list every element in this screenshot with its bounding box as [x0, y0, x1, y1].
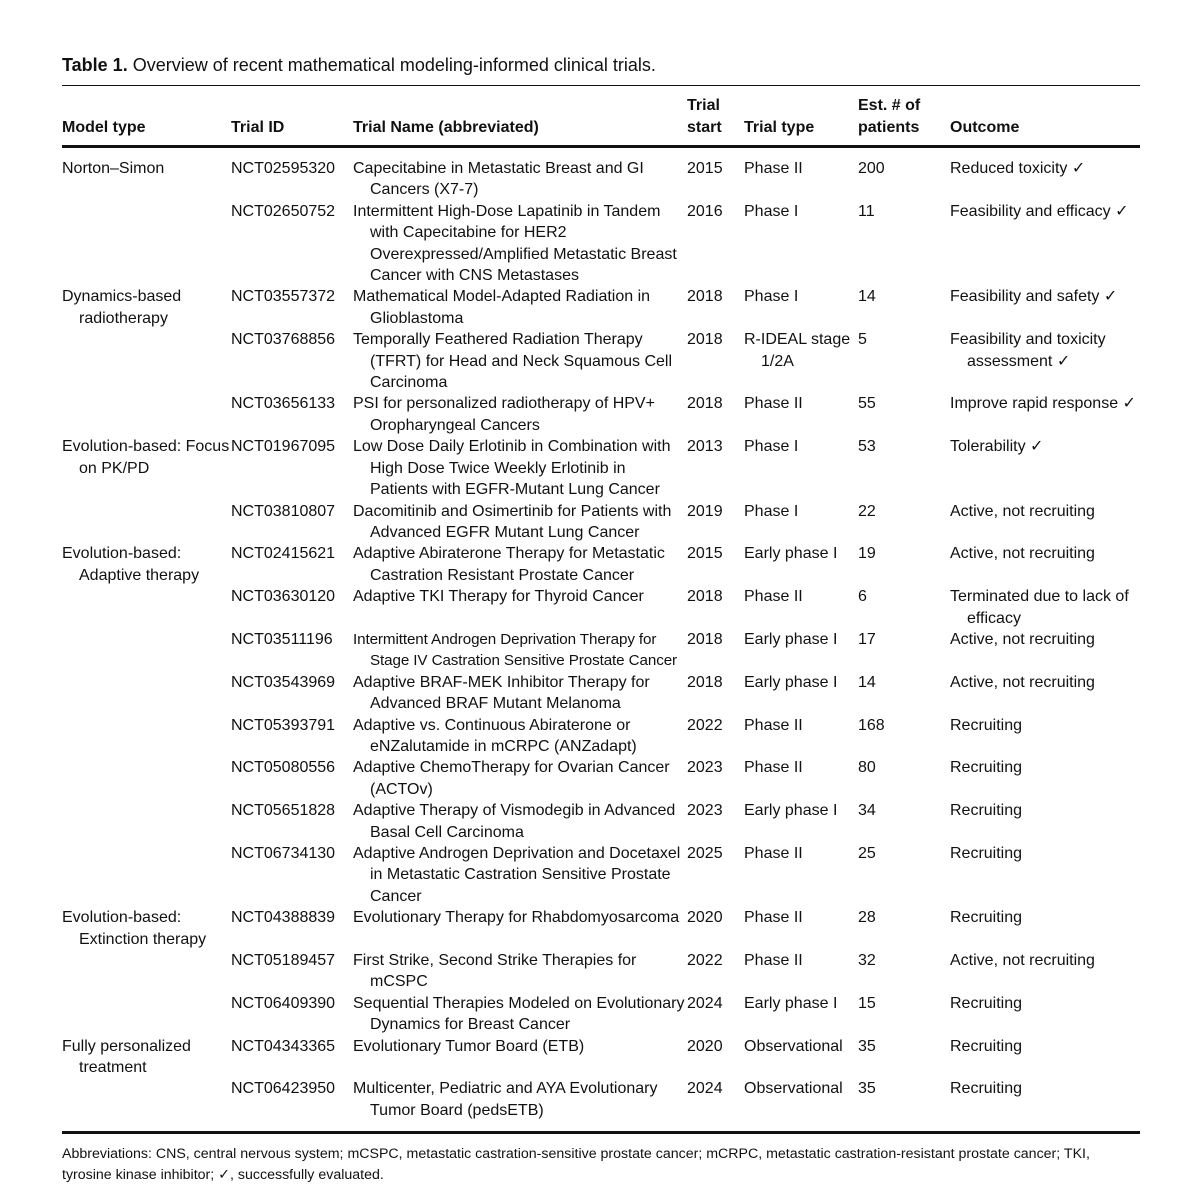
cell-trial-name: PSI for personalized radiotherapy of HPV+ Oropharyngeal Cancers [353, 395, 655, 434]
cell-trial-id: NCT03511196 [231, 630, 333, 648]
cell-trial-type: Phase II [744, 395, 803, 413]
cell-patients: 28 [858, 909, 876, 927]
cell-outcome: Recruiting [950, 994, 1023, 1012]
cell-trial-start: 2016 [687, 202, 723, 220]
table-row [62, 800, 1140, 843]
cell-trial-start: 2013 [687, 438, 723, 456]
table-row [62, 757, 1140, 800]
cell-trial-start: 2019 [687, 502, 723, 520]
cell-model-type [62, 629, 231, 672]
cell-trial-name: Adaptive vs. Continuous Abiraterone or eNZalutamide in mCRPC (ANZadapt) [353, 716, 637, 755]
cell-outcome: Active, not recruiting [950, 952, 1095, 970]
cell-outcome: Feasibility and safety ✓ [950, 288, 1118, 306]
cell-trial-start: 2020 [687, 909, 723, 927]
cell-model-type: Evolution-based: Adaptive therapy [62, 545, 200, 584]
table-row [62, 147, 1140, 201]
table-row [62, 715, 1140, 758]
cell-trial-type: Observational [744, 1080, 843, 1098]
cell-trial-name: Low Dose Daily Erlotinib in Combination with High Dose Twice Weekly Erlotinib in Patients with EGFR-Mutant Lung Cancer [353, 438, 671, 499]
cell-trial-type: Early phase I [744, 545, 838, 563]
table-row [62, 843, 1140, 907]
cell-trial-id: NCT03656133 [231, 395, 336, 413]
table-container [62, 52, 1140, 1186]
cell-trial-start: 2022 [687, 952, 723, 970]
cell-trial-id: NCT03768856 [231, 331, 336, 349]
cell-outcome: Recruiting [950, 845, 1023, 862]
cell-trial-name: Adaptive ChemoTherapy for Ovarian Cancer (ACTOv) [353, 759, 670, 798]
cell-trial-type: Observational [744, 1037, 843, 1055]
header-outcome: Outcome [950, 118, 1020, 136]
header-trial-type: Trial type [744, 118, 815, 136]
cell-model-type: Fully personalized treatment [62, 1037, 191, 1077]
caption-text: Overview of recent mathematical modeling-informed clinical trials. [132, 55, 656, 75]
cell-trial-name: Adaptive Androgen Deprivation and Docetaxel in Metastatic Castration Sensitive Prostate Cancer [353, 845, 681, 905]
cell-trial-id: NCT01967095 [231, 438, 336, 456]
cell-trial-start: 2020 [687, 1037, 723, 1055]
cell-trial-name: First Strike, Second Strike Therapies for mCSPC [353, 952, 637, 991]
cell-trial-start: 2025 [687, 845, 723, 862]
trials-table [62, 86, 1140, 1121]
cell-trial-id: NCT04343365 [231, 1037, 336, 1055]
cell-trial-id: NCT06423950 [231, 1080, 336, 1098]
cell-model-type [62, 586, 231, 629]
header-patients-line1: Est. # of [858, 97, 921, 114]
header-trial-id: Trial ID [231, 118, 285, 136]
cell-outcome: Recruiting [950, 1037, 1023, 1055]
cell-trial-type: Phase II [744, 716, 803, 734]
cell-outcome: Recruiting [950, 1080, 1023, 1098]
cell-trial-name: Intermittent High-Dose Lapatinib in Tandem with Capecitabine for HER2 Overexpressed/Amplified Metastatic Breast Cancer with CNS Metastases [353, 202, 677, 285]
cell-patients: 5 [858, 331, 867, 349]
cell-patients: 34 [858, 802, 876, 820]
cell-model-type [62, 757, 231, 800]
cell-trial-start: 2015 [687, 545, 723, 563]
cell-trial-start: 2018 [687, 673, 723, 691]
cell-outcome: Active, not recruiting [950, 673, 1095, 691]
cell-trial-start: 2023 [687, 802, 723, 820]
cell-model-type: Dynamics-based radiotherapy [62, 288, 182, 327]
cell-trial-type: Early phase I [744, 802, 838, 820]
cell-trial-start: 2018 [687, 288, 723, 306]
cell-trial-name: Evolutionary Tumor Board (ETB) [353, 1037, 585, 1055]
cell-trial-name: Temporally Feathered Radiation Therapy (TFRT) for Head and Neck Squamous Cell Carcinoma [353, 331, 673, 392]
cell-patients: 22 [858, 502, 876, 520]
cell-patients: 11 [858, 202, 875, 220]
cell-trial-type: Early phase I [744, 630, 838, 648]
cell-trial-type: Phase I [744, 202, 799, 220]
cell-model-type [62, 393, 231, 436]
cell-model-type [62, 800, 231, 843]
cell-patients: 17 [858, 630, 876, 648]
cell-outcome: Active, not recruiting [950, 502, 1095, 520]
cell-outcome: Reduced toxicity ✓ [950, 160, 1086, 177]
cell-trial-start: 2022 [687, 716, 723, 734]
cell-trial-start: 2018 [687, 630, 723, 648]
cell-trial-type: Phase II [744, 160, 803, 177]
cell-trial-start: 2018 [687, 588, 723, 606]
cell-trial-start: 2024 [687, 1080, 723, 1098]
cell-model-type: Evolution-based: Focus on PK/PD [62, 438, 230, 477]
cell-model-type: Norton–Simon [62, 160, 165, 177]
header-trial-start-line1: Trial [687, 97, 720, 114]
cell-trial-id: NCT05651828 [231, 802, 336, 820]
cell-model-type [62, 993, 231, 1036]
cell-trial-name: Capecitabine in Metastatic Breast and GI Cancers (X7-7) [353, 160, 644, 199]
table-row [62, 993, 1140, 1036]
cell-trial-type: Phase II [744, 845, 803, 862]
cell-trial-start: 2018 [687, 395, 723, 413]
cell-trial-id: NCT05080556 [231, 759, 336, 777]
cell-patients: 14 [858, 673, 876, 691]
cell-trial-id: NCT03543969 [231, 673, 336, 691]
cell-trial-start: 2018 [687, 331, 723, 349]
cell-patients: 15 [858, 994, 876, 1012]
cell-trial-name: Adaptive BRAF-MEK Inhibitor Therapy for Advanced BRAF Mutant Melanoma [353, 673, 650, 713]
cell-trial-id: NCT03630120 [231, 588, 336, 606]
cell-trial-type: Phase II [744, 909, 803, 927]
cell-trial-type: Phase II [744, 588, 803, 606]
cell-trial-type: Phase II [744, 759, 803, 777]
table-row [62, 436, 1140, 500]
header-patients-line2: patients [858, 118, 920, 136]
cell-model-type [62, 672, 231, 715]
header-trial-name: Trial Name (abbreviated) [353, 118, 539, 136]
cell-trial-id: NCT02415621 [231, 545, 336, 563]
table-body [62, 147, 1140, 1122]
caption-label: Table 1. [62, 55, 128, 75]
cell-trial-name: Sequential Therapies Modeled on Evolutionary Dynamics for Breast Cancer [353, 994, 685, 1034]
cell-model-type [62, 843, 231, 907]
cell-trial-type: Early phase I [744, 673, 838, 691]
table-row [62, 501, 1140, 544]
table-row [62, 907, 1140, 950]
cell-patients: 53 [858, 438, 876, 456]
cell-outcome: Improve rapid response ✓ [950, 395, 1136, 413]
table-row [62, 543, 1140, 586]
table-row [62, 201, 1140, 287]
cell-outcome: Terminated due to lack of efficacy [950, 588, 1129, 627]
cell-trial-id: NCT06734130 [231, 845, 336, 862]
cell-model-type [62, 1078, 231, 1121]
cell-trial-start: 2015 [687, 160, 723, 177]
table-row [62, 950, 1140, 993]
cell-trial-name: Intermittent Androgen Deprivation Therapy for Stage IV Castration Sensitive Prostate Cancer [353, 630, 677, 670]
header-trial-start-line2: start [687, 118, 722, 136]
cell-outcome: Active, not recruiting [950, 545, 1095, 563]
cell-trial-id: NCT02650752 [231, 202, 336, 220]
table-row [62, 586, 1140, 629]
cell-trial-name: Adaptive Abiraterone Therapy for Metastatic Castration Resistant Prostate Cancer [353, 545, 665, 584]
cell-model-type [62, 501, 231, 544]
table-row [62, 1036, 1140, 1079]
cell-patients: 80 [858, 759, 876, 777]
cell-outcome: Tolerability ✓ [950, 438, 1044, 456]
cell-outcome: Recruiting [950, 909, 1023, 927]
cell-model-type [62, 715, 231, 758]
cell-trial-id: NCT05189457 [231, 952, 336, 970]
cell-model-type [62, 329, 231, 393]
cell-trial-type: Phase II [744, 952, 803, 970]
cell-trial-name: Multicenter, Pediatric and AYA Evolutionary Tumor Board (pedsETB) [353, 1080, 658, 1119]
header-model-type: Model type [62, 118, 146, 136]
cell-patients: 25 [858, 845, 876, 862]
cell-patients: 6 [858, 588, 867, 606]
cell-trial-name: Evolutionary Therapy for Rhabdomyosarcoma [353, 909, 680, 927]
cell-outcome: Feasibility and toxicity assessment ✓ [950, 331, 1106, 370]
table-row [62, 672, 1140, 715]
header-row [62, 86, 1140, 147]
table-row [62, 286, 1140, 329]
cell-outcome: Recruiting [950, 759, 1023, 777]
table-row [62, 629, 1140, 672]
cell-patients: 35 [858, 1080, 876, 1098]
cell-patients: 168 [858, 716, 885, 734]
cell-outcome: Recruiting [950, 802, 1023, 820]
cell-patients: 14 [858, 288, 876, 306]
cell-outcome: Recruiting [950, 716, 1023, 734]
cell-trial-name: Adaptive TKI Therapy for Thyroid Cancer [353, 588, 644, 606]
cell-trial-id: NCT05393791 [231, 716, 336, 734]
cell-trial-name: Adaptive Therapy of Vismodegib in Advanced Basal Cell Carcinoma [353, 802, 676, 841]
cell-trial-type: Early phase I [744, 994, 838, 1012]
cell-trial-type: Phase I [744, 288, 799, 306]
cell-patients: 200 [858, 160, 885, 177]
cell-trial-start: 2024 [687, 994, 723, 1012]
cell-trial-id: NCT03810807 [231, 502, 336, 520]
cell-patients: 19 [858, 545, 876, 563]
cell-trial-type: Phase I [744, 502, 799, 520]
cell-trial-id: NCT03557372 [231, 288, 336, 306]
table-row [62, 1078, 1140, 1121]
cell-trial-id: NCT04388839 [231, 909, 336, 927]
header-trial-start [687, 86, 744, 147]
cell-model-type: Evolution-based: Extinction therapy [62, 909, 207, 948]
cell-patients: 55 [858, 395, 876, 413]
cell-trial-name: Dacomitinib and Osimertinib for Patients with Advanced EGFR Mutant Lung Cancer [353, 502, 672, 541]
cell-outcome: Feasibility and efficacy ✓ [950, 202, 1129, 220]
cell-trial-id: NCT06409390 [231, 994, 336, 1012]
header-patients [858, 86, 950, 147]
cell-model-type [62, 201, 231, 287]
cell-outcome: Active, not recruiting [950, 630, 1095, 648]
table-caption [62, 52, 1140, 82]
cell-patients: 35 [858, 1037, 876, 1055]
cell-model-type [62, 950, 231, 993]
table-row [62, 393, 1140, 436]
cell-trial-start: 2023 [687, 759, 723, 777]
cell-patients: 32 [858, 952, 876, 970]
table-footnote: Abbreviations: CNS, central nervous system; mCSPC, metastatic castration-sensitive prostate cancer; mCRPC, metastatic castration-resistant prostate cancer; TKI, tyrosine kinase inhibitor; ✓, successfully evaluated. [62, 1131, 1140, 1186]
cell-trial-type: R-IDEAL stage 1/2A [744, 331, 851, 370]
cell-trial-type: Phase I [744, 438, 799, 456]
table-row [62, 329, 1140, 393]
cell-trial-id: NCT02595320 [231, 160, 336, 177]
cell-trial-name: Mathematical Model-Adapted Radiation in Glioblastoma [353, 288, 651, 327]
